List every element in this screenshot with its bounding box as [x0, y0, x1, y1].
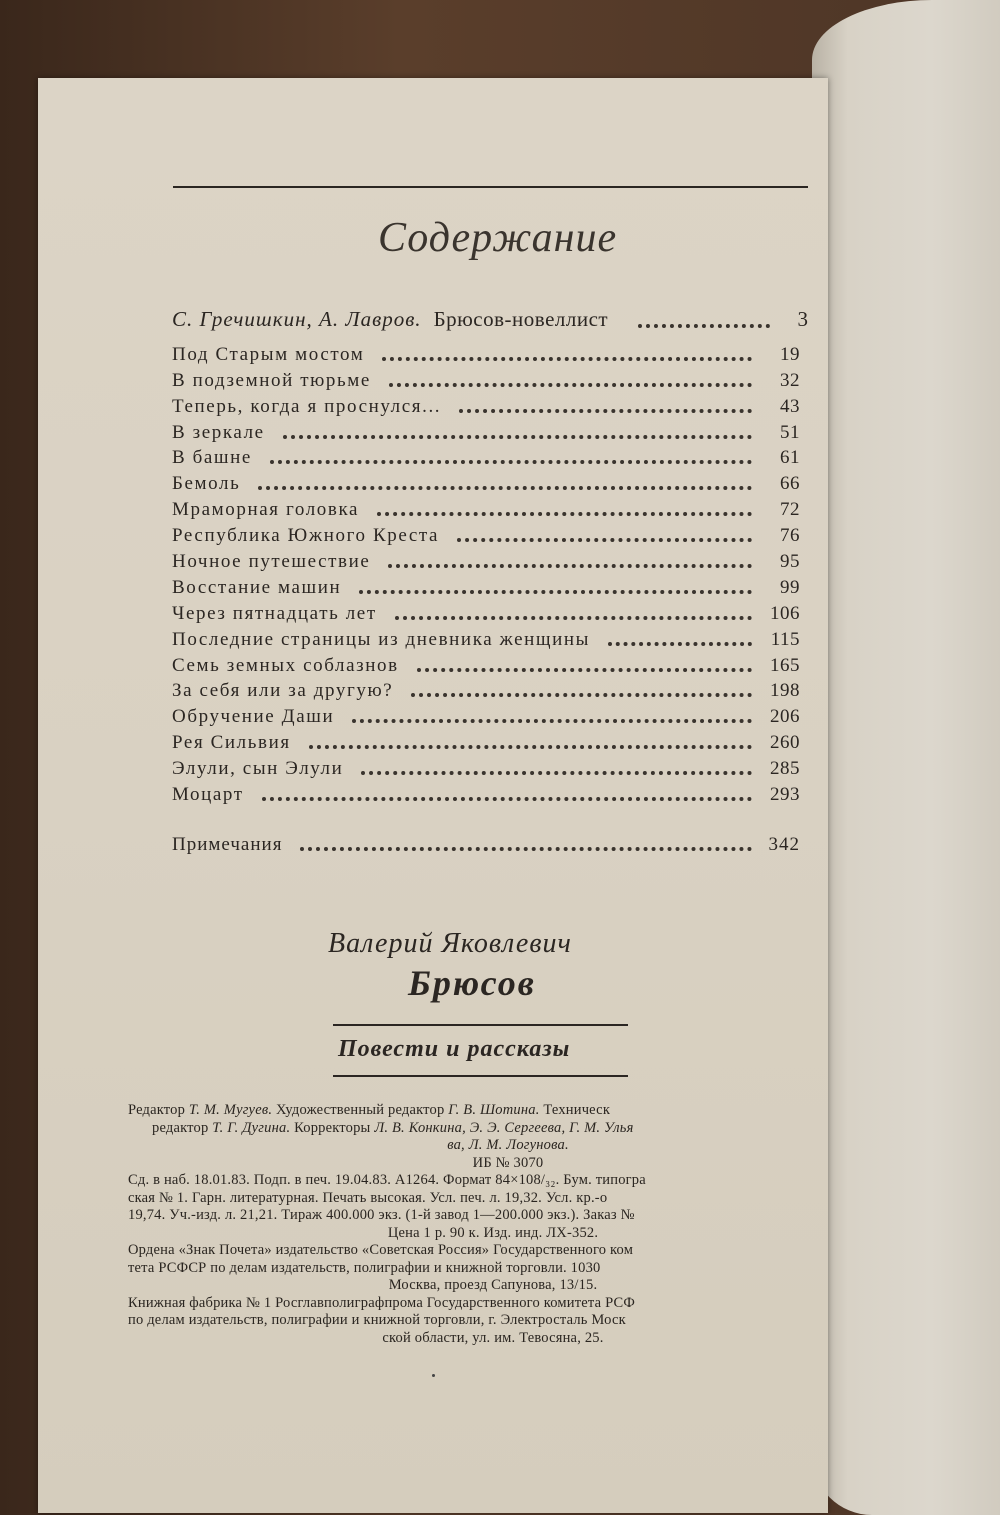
leader-dots [395, 616, 752, 620]
subtitle-divider-bottom [333, 1075, 628, 1077]
imprint-block [128, 1102, 828, 1347]
toc-entry [172, 547, 800, 573]
imprint-text: Редактор [128, 1102, 189, 1118]
toc-entry [172, 392, 800, 418]
leader-dots [411, 693, 752, 697]
leader-dots [457, 538, 752, 542]
toc-entry [172, 340, 800, 366]
toc-list [172, 340, 800, 806]
intro-title: Брюсов-новеллист [433, 307, 609, 331]
book-subtitle: Повести и рассказы [338, 1036, 571, 1062]
leader-dots [382, 357, 752, 361]
imprint-line: ская № 1. Гарн. литературная. Печать высокая. Усл. печ. л. 19,32. Усл. кр.-о [128, 1189, 608, 1206]
imprint-name: ва, Л. М. Логунова. [447, 1137, 569, 1153]
toc-entry-page: 260 [770, 732, 800, 754]
leader-dots [300, 847, 752, 851]
toc-heading: Содержание [378, 215, 618, 261]
toc-entry [172, 780, 800, 806]
imprint-line: Сд. в наб. 18.01.83. Подп. в печ. 19.04.83. А1264. Формат 84×108/₃₂. Бум. типогра [128, 1172, 646, 1188]
print-mark [432, 1374, 435, 1377]
imprint-line: Цена 1 р. 90 к. Изд. инд. ЛХ-352. [387, 1224, 599, 1241]
leader-dots [352, 719, 752, 723]
toc-entry [172, 418, 800, 444]
imprint-line: по делам издательств, полиграфии и книжной торговли, г. Электросталь Моск [128, 1312, 626, 1328]
toc-entry-page: 106 [770, 602, 800, 624]
toc-entry-title: Теперь, когда я проснулся... [172, 395, 442, 417]
imprint-line [128, 1120, 828, 1138]
toc-entry-page: 72 [780, 499, 800, 521]
leader-dots [361, 771, 752, 775]
imprint-line: Книжная фабрика № 1 Росглавполиграфпрома Государственного комитета РСФ [128, 1294, 636, 1311]
leader-dots [608, 642, 752, 646]
toc-intro-entry [172, 296, 808, 332]
toc-entry-page: 19 [780, 343, 800, 365]
toc-entry-title: Под Старым мостом [172, 343, 365, 365]
imprint-line: Ордена «Знак Почета» издательство «Советская Россия» Государственного ком [128, 1242, 634, 1258]
imprint-name: Л. В. Конкина, Э. Э. Сергеева, Г. М. Улья [374, 1119, 634, 1136]
toc-entry-page: 61 [780, 447, 800, 469]
toc-entry [172, 625, 800, 651]
toc-entry-page: 66 [780, 473, 800, 495]
imprint-line: ской области, ул. им. Тевосяна, 25. [382, 1329, 604, 1346]
leader-dots [262, 797, 752, 801]
toc-entry-title: Последние страницы из дневника женщины [172, 628, 591, 650]
notes-page: 342 [768, 834, 800, 855]
toc-entry-title: Через пятнадцать лет [172, 602, 377, 624]
toc-entry [172, 444, 800, 470]
toc-entry-title: Бемоль [172, 473, 241, 495]
toc-entry-title: За себя или за другую? [172, 680, 394, 702]
imprint-text: Художественный редактор [272, 1102, 449, 1118]
toc-entry-title: Ночное путешествие [172, 551, 371, 573]
leader-dots [638, 324, 770, 328]
toc-entry [172, 651, 800, 677]
author-first-names: Валерий Яковлевич [328, 928, 572, 959]
imprint-line: 19,74. Уч.-изд. л. 21,21. Тираж 400.000 экз. (1-й завод 1—200.000 экз.). Заказ № [128, 1207, 635, 1223]
toc-entry-page: 76 [780, 525, 800, 547]
imprint-name: Т. М. Мугуев. [188, 1102, 273, 1118]
leader-dots [359, 590, 752, 594]
leader-dots [270, 460, 752, 464]
intro-page: 3 [797, 307, 808, 331]
toc-entry-title: Мраморная головка [172, 499, 360, 521]
facing-page-edge [812, 0, 1000, 1515]
toc-entry-title: Республика Южного Креста [172, 525, 440, 547]
toc-entry-title: В подземной тюрьме [172, 369, 371, 391]
intro-authors: С. Гречишкин, А. Лавров. [172, 307, 422, 331]
toc-entry [172, 599, 800, 625]
toc-entry-page: 165 [770, 654, 800, 676]
imprint-line: Москва, проезд Сапунова, 13/15. [388, 1277, 598, 1293]
imprint-name: Г. В. Шотина. [448, 1102, 540, 1118]
leader-dots [389, 383, 752, 387]
toc-entry-title: Рея Сильвия [172, 732, 291, 754]
toc-entry-title: В зеркале [172, 421, 265, 443]
subtitle-divider-top [333, 1024, 628, 1026]
toc-entry-title: Элули, сын Элули [172, 758, 344, 780]
author-surname: Брюсов [408, 963, 536, 1003]
imprint-text: редактор [152, 1119, 213, 1136]
leader-dots [258, 486, 752, 490]
toc-entry-page: 293 [770, 784, 800, 806]
toc-entry [172, 728, 800, 754]
imprint-text: Корректоры [290, 1119, 375, 1136]
leader-dots [377, 512, 752, 516]
toc-entry-page: 43 [780, 395, 800, 417]
leader-dots [388, 564, 752, 568]
imprint-line: тета РСФСР по делам издательств, полиграфии и книжной торговли. 1030 [128, 1259, 601, 1276]
book-page [38, 78, 828, 1513]
imprint-line [128, 1137, 828, 1155]
toc-entry [172, 573, 800, 599]
top-divider [173, 186, 808, 188]
toc-entry-page: 51 [780, 421, 800, 443]
leader-dots [417, 668, 752, 672]
imprint-text: Техническ [539, 1102, 611, 1118]
toc-entry-page: 32 [780, 369, 800, 391]
toc-entry-page: 285 [770, 758, 800, 780]
toc-notes-entry [172, 830, 800, 856]
toc-entry-page: 95 [780, 551, 800, 573]
toc-entry [172, 677, 800, 703]
imprint-line [128, 1102, 828, 1120]
leader-dots [459, 409, 752, 413]
toc-entry-page: 99 [780, 576, 800, 598]
toc-entry [172, 521, 800, 547]
toc-entry [172, 495, 800, 521]
toc-entry-title: Восстание машин [172, 576, 342, 598]
imprint-ib: ИБ № 3070 [472, 1154, 544, 1171]
toc-entry-page: 206 [770, 706, 800, 728]
leader-dots [283, 435, 752, 439]
toc-entry-title: В башне [172, 447, 252, 469]
toc-entry-title: Моцарт [172, 784, 244, 806]
toc-entry-page: 115 [770, 628, 800, 650]
toc-entry-title: Обручение Даши [172, 706, 335, 728]
toc-entry [172, 702, 800, 728]
toc-entry-page: 198 [770, 680, 800, 702]
toc-entry [172, 469, 800, 495]
toc-entry [172, 754, 800, 780]
leader-dots [309, 745, 752, 749]
notes-title: Примечания [172, 834, 283, 855]
toc-entry [172, 366, 800, 392]
imprint-name: Т. Г. Дугина. [212, 1119, 291, 1136]
toc-entry-title: Семь земных соблазнов [172, 654, 399, 676]
